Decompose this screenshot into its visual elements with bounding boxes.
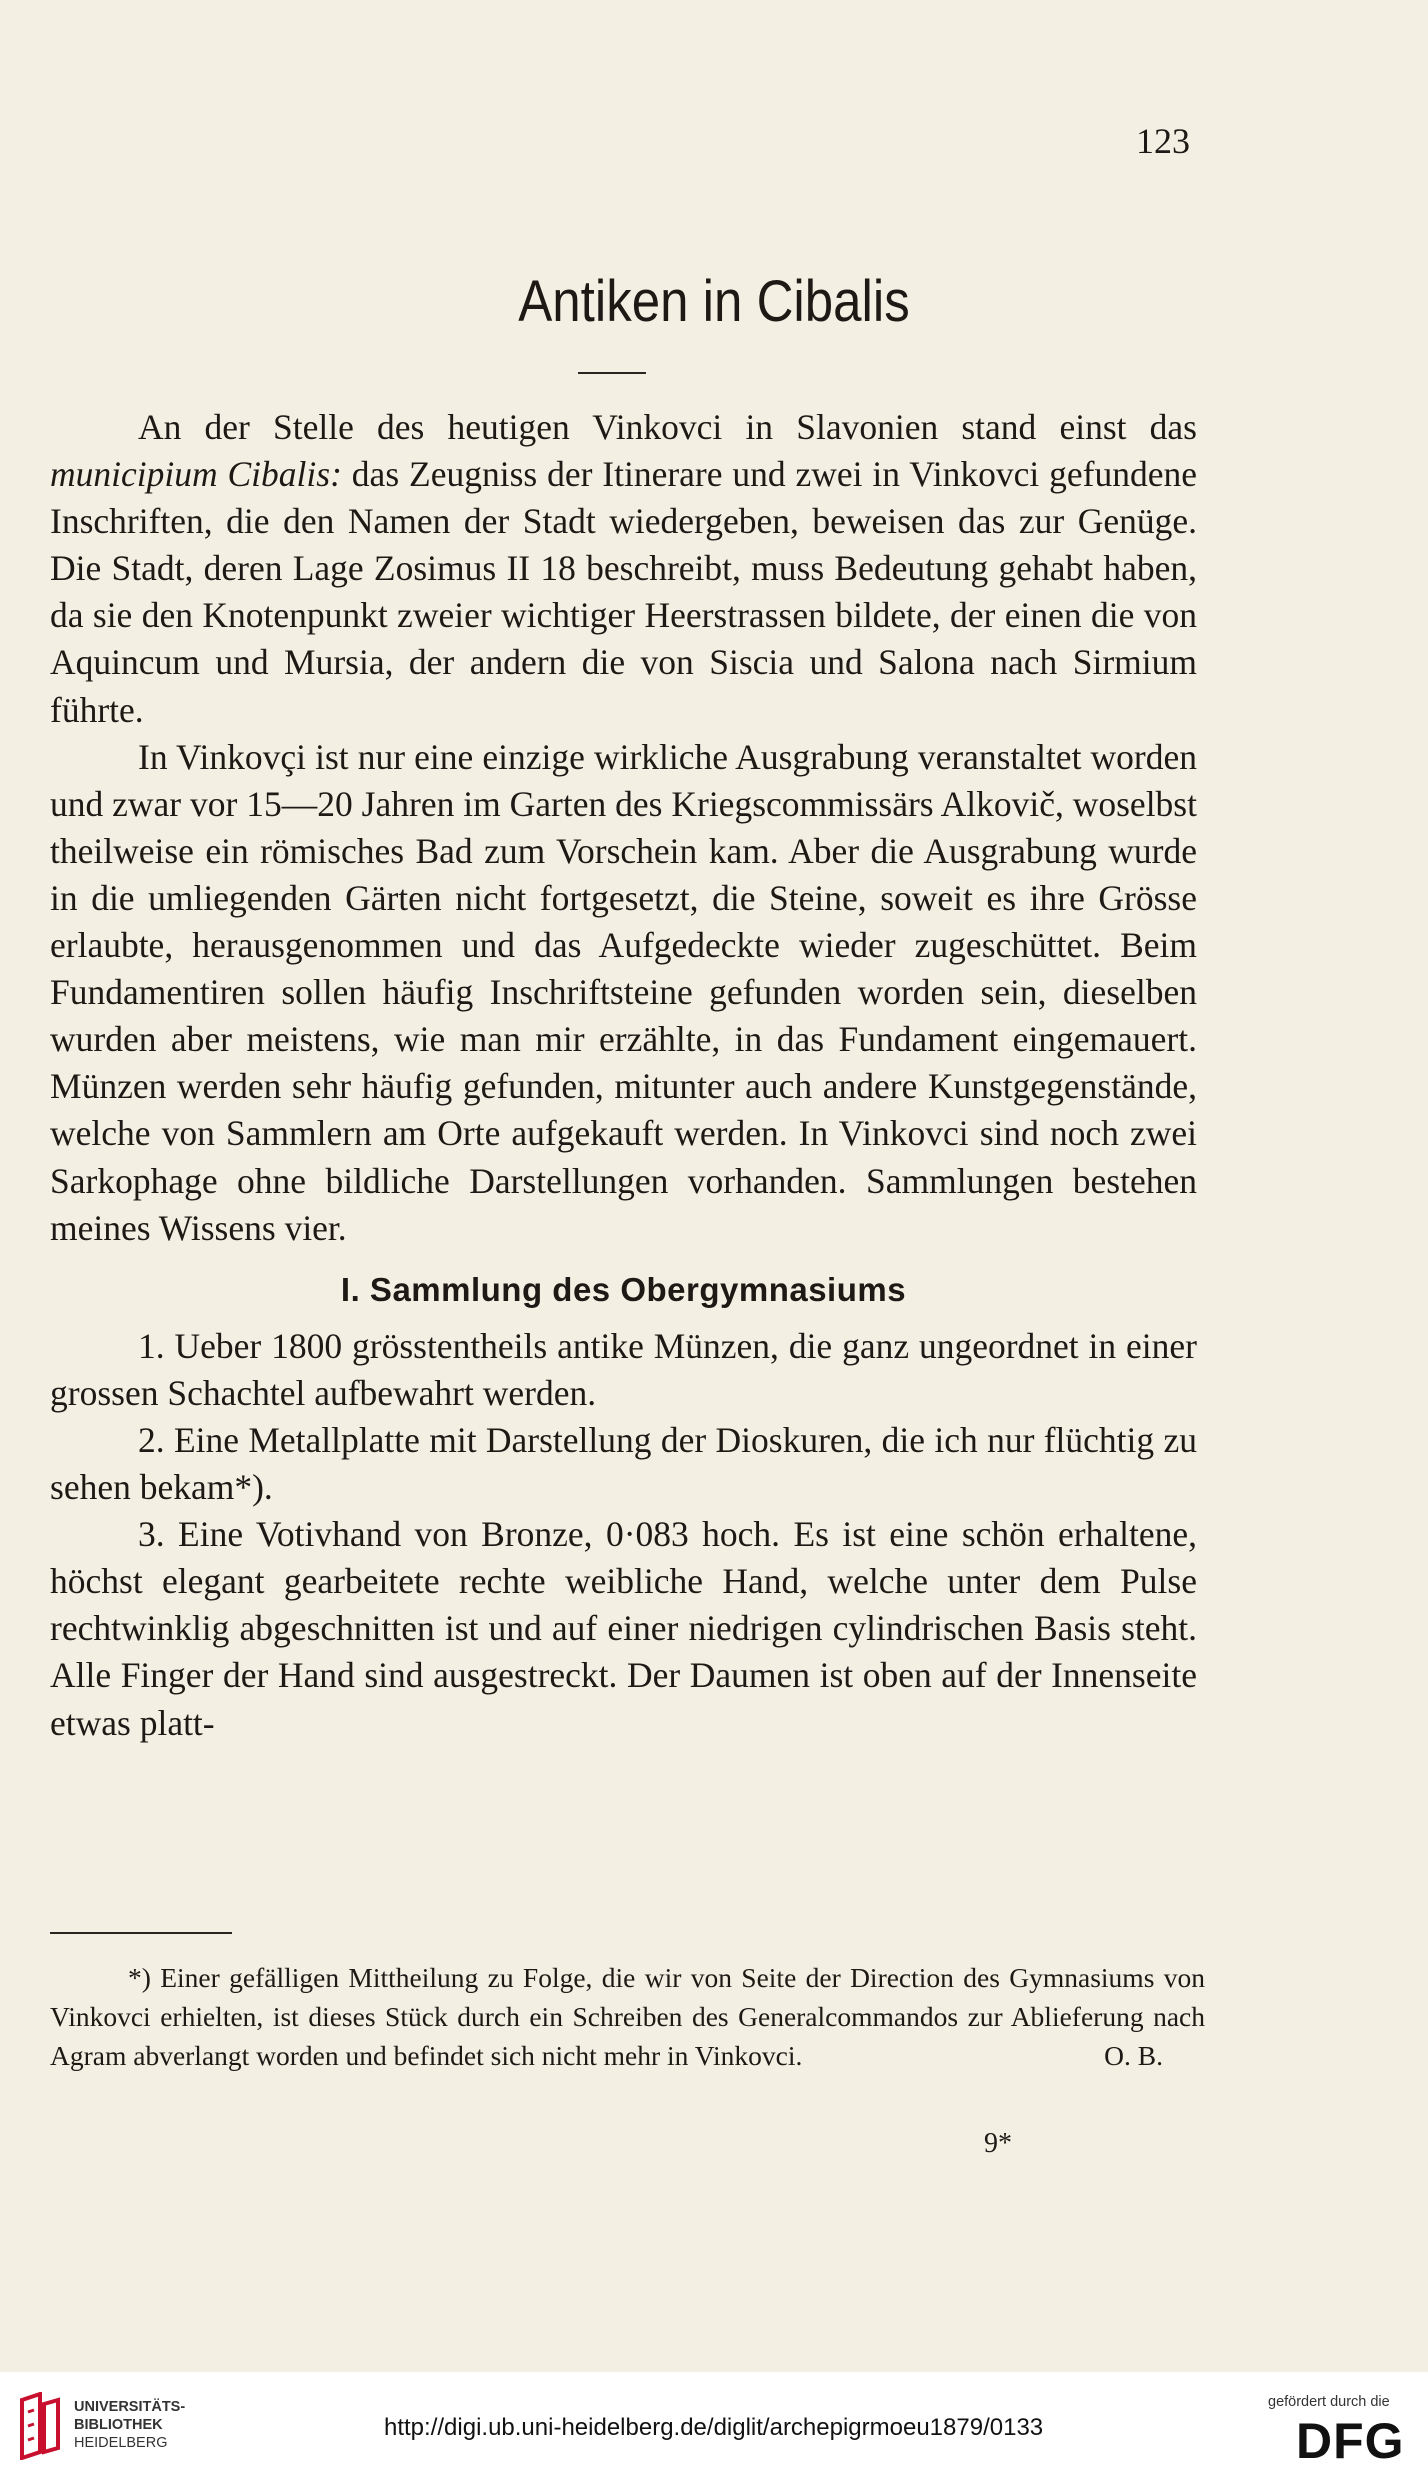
- library-line: HEIDELBERG: [74, 2435, 168, 2451]
- library-line: BIBLIOTHEK: [74, 2417, 163, 2433]
- library-line: UNIVERSITÄTS-: [74, 2399, 186, 2415]
- text-run: das Zeugniss der Itinerare und zwei in Vinkovci gefundene Inschriften, die den Namen der Stadt wiedergeben, beweisen das zur Genüge. Die Stadt, deren Lage Zosimus II 18 beschreibt, muss Bedeutung gehabt haben, da sie den Knotenpunkt zweier wichtiger Heerstrassen bildete, der einen die von Aquincum und Mursia, der andern die von Siscia und Salona nach Sirmium führte.: [50, 454, 1197, 730]
- title-rule: [578, 372, 646, 374]
- text-run: In Vinkovçi ist nur eine einzige wirkliche Ausgrabung veranstaltet worden und zwar vor 15—20 Jahren im Garten des Kriegscommissärs Alkovič, woselbst theilweise ein römisches Bad zum Vorschein kam. Aber die Ausgrabung wurde in die umliegenden Gärten nicht fortgesetzt, die Steine, soweit es ihre Grösse erlaubte, herausgenommen und das Aufgedeckte wieder zugeschüttet. Beim Fundamentiren sollen häufig Inschriftsteine gefunden worden sein, dieselben wurden aber meistens, wie man mir erzählte, in das Fundament eingemauert. Münzen werden sehr häufig gefunden, mitunter auch andere Kunstgegenstände, welche von Sammlern am Orte aufgekauft werden. In Vinkovci sind noch zwei Sarkophage ohne bildliche Darstellungen vorhanden. Sammlungen bestehen meines Wissens vier.: [50, 736, 1197, 1248]
- signature-mark: 9*: [984, 2128, 1012, 2159]
- footnote-text: *) Einer gefälligen Mittheilung zu Folge, die wir von Seite der Direction des Gymnasiums von Vinkovci erhielten, ist dieses Stück durch ein Schreiben des Generalcommandos zur Ablieferung nach Agram abverlangt worden und befindet sich nicht mehr in Vinkovci.: [50, 1962, 1205, 2071]
- footnote-signature: O. B.: [1104, 2040, 1163, 2071]
- paragraph-2: [50, 734, 1197, 1252]
- page-title: Antiken in Cibalis: [518, 269, 910, 334]
- paragraph-1: [50, 404, 1197, 734]
- source-url-link[interactable]: http://digi.ub.uni-heidelberg.de/diglit/archepigrmoeu1879/0133: [384, 2414, 1044, 2441]
- list-item: 2. Eine Metallplatte mit Darstellung der Dioskuren, die ich nur flüchtig zu sehen bekam*).: [50, 1419, 1197, 1508]
- page-number: 123: [1136, 121, 1190, 161]
- text-run: An der Stelle des heutigen Vinkovci in Slavonien stand einst das: [138, 407, 1197, 447]
- funding-caption: gefördert durch die: [1268, 2394, 1390, 2410]
- library-name: [74, 2398, 185, 2452]
- footer-bar: [0, 2372, 1428, 2480]
- footnote-rule: [50, 1932, 232, 1934]
- list-item: 3. Eine Votivhand von Bronze, 0·083 hoch. Es ist eine schön erhaltene, höchst elegant gearbeitete rechte weibliche Hand, welche unter dem Pulse rechtwinklig abgeschnitten ist und auf einer niedrigen cylindrischen Basis steht. Alle Finger der Hand sind ausgestreckt. Der Daumen ist oben auf der Innenseite etwas platt-: [50, 1514, 1197, 1743]
- list-item: 1. Ueber 1800 grösstentheils antike Münzen, die ganz ungeordnet in einer grossen Schachtel aufbewahrt werden.: [50, 1325, 1197, 1413]
- university-logo-icon: [14, 2392, 64, 2460]
- dfg-logo: DFG: [1296, 2413, 1405, 2469]
- section-heading: I. Sammlung des Obergymnasiums: [340, 1270, 907, 1308]
- footnote: [50, 1958, 1205, 2075]
- body-text: [50, 404, 1197, 1747]
- italic-text: municipium Cibalis:: [50, 454, 342, 495]
